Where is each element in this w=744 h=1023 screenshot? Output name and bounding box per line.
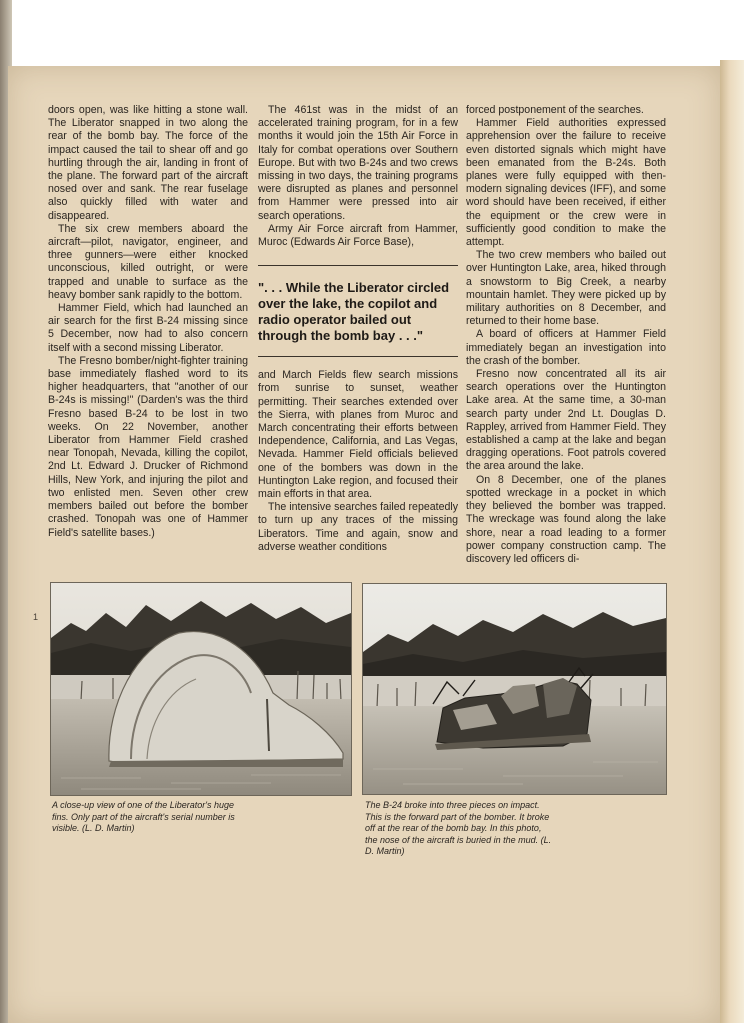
- text-column-1: [48, 104, 248, 540]
- photo-wreck-image: [363, 584, 666, 794]
- paragraph: The two crew members who bailed out over Huntington Lake, area, hiked through a snowstorm to Big Creek, a nearby mountain hamlet. They were picked up by military authorities on 8 December, and returned to their home base.: [466, 249, 666, 328]
- margin-mark: 1: [33, 612, 39, 622]
- photo-b24-forward-section: [362, 583, 667, 795]
- photo-fin-image: [51, 583, 351, 795]
- text-column-3: [466, 104, 666, 566]
- pull-quote: ". . . While the Liberator circled over the lake, the copilot and radio operator bailed out through the bomb bay . . .": [258, 265, 458, 357]
- paragraph: doors open, was like hitting a stone wall. The Liberator snapped in two along the rear of the bomb bay. The force of the impact caused the tail to shear off and go hurtling through the air, landing in front of the plane. The forward part of the aircraft nosed over and sank. The rear fuselage also quickly filled with water and disappeared.: [48, 104, 248, 222]
- photo-liberator-fin: [50, 582, 352, 796]
- paragraph: Hammer Field authorities expressed apprehension over the failure to receive even distorted signals which might have been emanated from the B-24s. Both planes were fully equipped with then-modern signaling devices (IFF), and some word should have been received, if either the equipment or the crew were in sufficiently good condition to make the attempt.: [466, 117, 666, 249]
- paragraph: A board of officers at Hammer Field immediately began an investigation into the crash of the bomber.: [466, 328, 666, 367]
- paragraph: Fresno now concentrated all its air search operations over the Huntington Lake area. At the same time, a 30-man search party under 2nd Lt. Douglas D. Rappley, arrived from Hammer Field. They established a camp at the lake and began dragging operations. Foot patrols covered the area around the lake.: [466, 368, 666, 473]
- paragraph: and March Fields flew search missions from sunrise to sunset, weather permitting. Their searches extended over the Sierra, with planes from Muroc and March concentrating their efforts between Independence, California, and Las Vegas, Nevada. Hammer Field officials believed one of the bombers was down in the Huntington Lake region, and focused their main efforts in that area.: [258, 369, 458, 501]
- paragraph: forced postponement of the searches.: [466, 104, 644, 116]
- paragraph: The 461st was in the midst of an accelerated training program, for in a few months it would join the 15th Air Force in Italy for combat operations over Southern Europe. But with two B-24s and two crews missing in two days, the training programs were disrupted as planes and personnel from Hammer were pressed into air search operations.: [258, 104, 458, 222]
- paragraph: Hammer Field, which had launched an air search for the first B-24 missing since 5 December, now had to also concern itself with a second missing Liberator.: [48, 302, 248, 354]
- paragraph: The six crew members aboard the aircraft—pilot, navigator, engineer, and three gunners—were either knocked unconscious, killed outright, or were trapped and unable to surface as the heavy bomber sank rapidly to the bottom.: [48, 222, 248, 301]
- paragraph: The intensive searches failed repeatedly to turn up any traces of the missing Liberators. Time and again, snow and adverse weather conditions: [258, 501, 458, 553]
- page-stack-edge: [720, 60, 744, 1023]
- paragraph: On 8 December, one of the planes spotted wreckage in a pocket in which they believed the bomber was trapped. The wreckage was found along the lake shore, near a road leading to a former power company construction camp. The discovery led officers di-: [466, 473, 666, 565]
- caption-fin-photo: A close-up view of one of the Liberator's huge fins. Only part of the aircraft's serial number is visible. (L. D. Martin): [52, 800, 235, 833]
- paragraph: Army Air Force aircraft from Hammer, Muroc (Edwards Air Force Base),: [258, 222, 458, 249]
- caption-wreck-photo: The B-24 broke into three pieces on impact. This is the forward part of the bomber. It broke off at the rear of the bomb bay. In this photo, the nose of the aircraft is buried in the mud. (L. D. Martin): [365, 800, 552, 856]
- paragraph: The Fresno bomber/night-fighter training base immediately flashed word to its higher headquarters, that "another of our B-24s is missing!" (Darden's was the third Fresno based B-24 to be lost in two weeks. On 22 November, another Liberator from Hammer Field crashed near Tonopah, Nevada, killing the copilot, 2nd Lt. Edward J. Drucker of Richmond Hills, New York, and injuring the pilot and two enlisted men. Seven other crew members bailed out before the bomber crashed. Tonopah was one of Hammer Field's satellite bases.): [48, 354, 248, 539]
- text-column-2: [258, 104, 458, 554]
